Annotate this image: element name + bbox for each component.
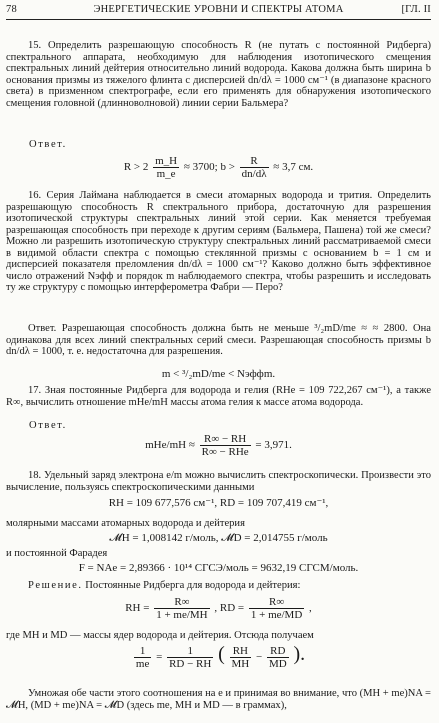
problem-18-text-2: молярными массами атомарных водорода и дейтерия bbox=[6, 518, 245, 529]
rydberg-definitions-formula: RH = $\frac{R\infty}{1 + me/MH}$ , RD = $\frac{R\infty}{1 + me/MD}$ , bbox=[125, 596, 312, 621]
solution-label: Решение. bbox=[28, 580, 83, 591]
problem-17-answer-label: Ответ. bbox=[29, 420, 67, 431]
problem-18-text-3: и постоянной Фарадея bbox=[6, 548, 108, 559]
running-header bbox=[6, 4, 431, 18]
faraday-formula: F = NAe = 2,89366 · 10¹⁴ СГСЭ/моль = 9632,19 СГСМ/моль. bbox=[78, 562, 359, 574]
fraction: $\frac{1}{RD - RH}$ bbox=[169, 645, 212, 670]
problem-15-answer-label: Ответ. bbox=[29, 139, 67, 150]
fraction: $\frac{R\infty}{1 + me/MH}$ bbox=[156, 596, 208, 621]
rydberg-values-formula: RH = 109 677,576 см⁻¹, RD = 109 707,419 см⁻¹, bbox=[108, 497, 329, 509]
problem-16-formula: m < ³/₂mD/me < Nэффm. bbox=[161, 368, 276, 380]
running-title: ЭНЕРГЕТИЧЕСКИЕ УРОВНИ И СПЕКТРЫ АТОМА bbox=[93, 4, 344, 15]
molar-masses-formula: 𝓜H = 1,008142 г/моль, 𝓜D = 2,014755 г/моль bbox=[109, 532, 328, 544]
fraction: $\frac{m\_H}{m\_e}$ bbox=[155, 155, 178, 180]
problem-18-text-5: Умножая обе части этого соотношения на e и принимая во внимание, что (MH + me)NA = 𝓜H, (MD + me)NA = 𝓜D (здесь me, MH и MD — в граммах), bbox=[6, 688, 431, 711]
problem-15-text: 15. Определить разрешающую способность R (не путать с постоянной Ридберга) спектрального аппарата, необходимую для наблюдения изотопического смещения спектральных линий дейтерия относительно линий водорода. Какова должна быть ширина b основания призмы из тяжелого флинта с дисперсией dn/dλ = 1000 см⁻¹ (в диапазоне красного света) в призменном спектрографе, если его применять для обнаружения изотопического смещения головной (длинноволновой) линии серии Бальмера? bbox=[6, 40, 431, 109]
electron-mass-formula: $\frac{1}{me}$ = $\frac{1}{RD - RH}$ ( $\frac{RH}{MH}$ − $\frac{RD}{MD}$ ). bbox=[135, 643, 306, 670]
fraction: $\frac{1}{me}$ bbox=[135, 645, 150, 670]
fraction: $\frac{R}{dn/d\lambda}$ bbox=[241, 155, 267, 180]
page-number: 78 bbox=[6, 4, 17, 15]
problem-17-answer-formula: mHe/mH ≈ $\frac{R\infty - RH}{\text{R∞ − RHe}}$ = 3,971. bbox=[145, 433, 292, 458]
fraction: $\frac{R\infty - RH}{\text{R∞ − RHe}}$ bbox=[201, 433, 249, 458]
problem-15-answer-formula: R > 2 $\frac{m\_H}{m\_e}$ ≈ 3700; b > $\frac{R}{dn/d\lambda}$ ≈ 3,7 см. bbox=[123, 155, 314, 180]
fraction: $\frac{RH}{MH}$ bbox=[231, 645, 250, 670]
fraction: $\frac{R\infty}{1 + me/MD}$ bbox=[250, 596, 303, 621]
problem-16-answer: Ответ. Разрешающая способность должна быть не меньше ³/₂mD/me ≈ ≈ 2800. Она одинакова для всех линий спектральных серий смеси. Разрешающая способность призмы b dn/dλ = 1000, т. е. недостаточна для разрешения. bbox=[6, 323, 431, 358]
fraction: $\frac{RD}{MD}$ bbox=[268, 645, 287, 670]
problem-17-text: 17. Зная постоянные Ридберга для водорода и гелия (RHe = 109 722,267 см⁻¹), а также R∞, вычислить отношение mHe/mH массы атома гелия к массе атома водорода. bbox=[6, 385, 431, 408]
solution-intro: Решение. Постоянные Ридберга для водорода и дейтерия: bbox=[28, 580, 301, 591]
problem-18-text: 18. Удельный заряд электрона e/m можно вычислить спектроскопически. Произвести это вычисление, пользуясь спектроскопическими данными bbox=[6, 470, 431, 493]
problem-18-text-4: где MH и MD — массы ядер водорода и дейтерия. Отсюда получаем bbox=[6, 630, 314, 641]
header-rule bbox=[6, 19, 431, 20]
problem-16-text: 16. Серия Лаймана наблюдается в смеси атомарных водорода и трития. Определить разрешающую способность R спектрального прибора, достаточную для разрешения изотопической структуры спектральных линий этой серии. Как меняется требуемая разрешающая способность при переходе к другим сериям (Бальмера, Пашена) той же смеси? Можно ли разрешить изотопическую структуру спектральных линий рассматриваемой смеси в видимой области спектра с помощью стеклянной призмы с основанием b = 1 см и дисперсией показателя преломления dn/dλ = 1000 см⁻¹? Каково должно быть эффективное число отражений Nэфф и порядок m наблюдаемого спектра, чтобы разрешить и исследовать ту же структуру с помощью интерферометра Фабри — Перо? bbox=[6, 190, 431, 294]
chapter-marker: [ГЛ. II bbox=[401, 4, 431, 15]
